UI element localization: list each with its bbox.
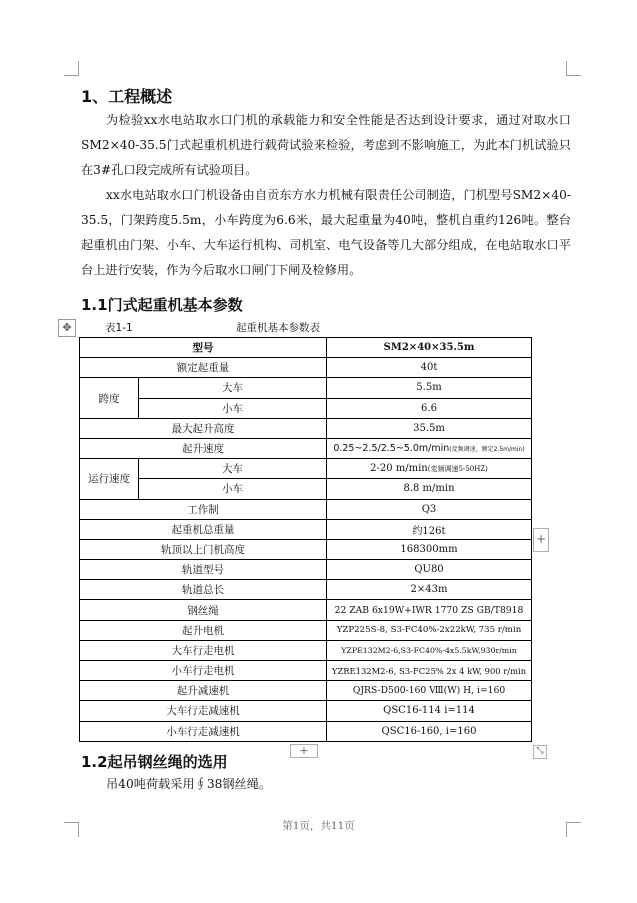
row-label: 轨道型号 bbox=[80, 560, 327, 580]
subsection-heading-1-2: 1.2起吊钢丝绳的选用 bbox=[81, 753, 228, 771]
row-value: 40t bbox=[327, 358, 532, 378]
row-label: 小车行走减速机 bbox=[80, 721, 327, 741]
table-row bbox=[80, 640, 532, 660]
row-value: 约126t bbox=[327, 519, 532, 539]
table-caption-number: 表1-1 bbox=[105, 322, 133, 334]
table-row bbox=[80, 681, 532, 701]
row-value: YZP225S-8, S3-FC40%-2x22kW, 735 r/min bbox=[327, 620, 532, 640]
row-label: 钢丝绳 bbox=[80, 600, 327, 620]
table-caption-title: 起重机基本参数表 bbox=[236, 322, 320, 334]
table-row bbox=[80, 519, 532, 539]
paragraph-2: xx水电站取水口门机设备由自贡东方水力机械有限责任公司制造，门机型号SM2×40-35.5，门架跨度5.5m，小车跨度为6.6米，最大起重量为40吨，整机自重约126吨。整台起重机由门架、小车、大车运行机构、司机室、电气设备等几大部分组成，在电站取水口平台上进行安装，作为今后取水口闸门下闸及检修用。 bbox=[81, 188, 571, 277]
table-row bbox=[80, 600, 532, 620]
row-label: 轨道总长 bbox=[80, 580, 327, 600]
table-resize-handle-icon[interactable]: ⤡ bbox=[533, 745, 547, 759]
row-value: 35.5m bbox=[327, 418, 532, 438]
table-row bbox=[80, 580, 532, 600]
row-label: 小车行走电机 bbox=[80, 661, 327, 681]
span-big-label: 大车 bbox=[139, 378, 327, 398]
row-value: YZRE132M2-6, S3-FC25% 2x 4 kW, 900 r/min bbox=[327, 661, 532, 681]
table-move-handle-icon[interactable]: ✥ bbox=[58, 319, 76, 337]
section-heading: 1、工程概述 bbox=[81, 87, 173, 106]
paragraph-3: 吊40吨荷载采用∮38钢丝绳。 bbox=[106, 777, 272, 791]
row-value: QJRS-D500-160 Ⅷ(W) H, i=160 bbox=[327, 681, 532, 701]
table-row bbox=[80, 499, 532, 519]
row-value: 168300mm bbox=[327, 539, 532, 559]
table-row bbox=[80, 338, 532, 358]
row-value: QU80 bbox=[327, 560, 532, 580]
row-label: 轨顶以上门机高度 bbox=[80, 539, 327, 559]
page-corner-top-left bbox=[64, 61, 79, 76]
lift-speed-value: 0.25~2.5/2.5~5.0m/min bbox=[333, 443, 450, 455]
table-row bbox=[80, 418, 532, 438]
row-label: 起重机总重量 bbox=[80, 519, 327, 539]
table-row bbox=[80, 701, 532, 721]
row-value: QSC16-160, i=160 bbox=[327, 721, 532, 741]
table-row bbox=[80, 661, 532, 681]
lift-speed-note: (変频调速，额定2.5m/min) bbox=[449, 446, 525, 454]
parameter-table bbox=[79, 337, 532, 742]
span-big-value: 5.5m bbox=[327, 378, 532, 398]
page-corner-top-right bbox=[566, 61, 581, 76]
span-small-value: 6.6 bbox=[327, 398, 532, 418]
paragraph-1: 为检验xx水电站取水口门机的承载能力和安全性能是否达到设计要求，通过对取水口SM2×40-35.5门式起重机机进行载荷试验来检验，考虑到不影响施工，为此本门机试验只在3#孔口段完成所有试验项目。 bbox=[81, 113, 571, 177]
row-label: 大车行走减速机 bbox=[80, 701, 327, 721]
row-value: YZPE132M2-6,S3-FC40%-4x5.5kW,930r/min bbox=[327, 640, 532, 660]
travel-small-label: 小车 bbox=[139, 479, 327, 499]
lift-speed-cell bbox=[327, 438, 532, 458]
row-value: QSC16-114 i=114 bbox=[327, 701, 532, 721]
table-row bbox=[80, 479, 532, 499]
row-label: 起升电机 bbox=[80, 620, 327, 640]
row-label: 起升减速机 bbox=[80, 681, 327, 701]
table-row bbox=[80, 721, 532, 741]
travel-speed-label: 运行速度 bbox=[80, 459, 139, 499]
table-row bbox=[80, 459, 532, 479]
table-row bbox=[80, 358, 532, 378]
add-row-button[interactable]: + bbox=[290, 744, 318, 758]
page-footer: 第1页，共11页 bbox=[282, 820, 355, 832]
row-value: 22 ZAB 6x19W+IWR 1770 ZS GB/T8918 bbox=[327, 600, 532, 620]
travel-big-label: 大车 bbox=[139, 459, 327, 479]
table-row bbox=[80, 539, 532, 559]
row-label: 最大起升高度 bbox=[80, 418, 327, 438]
row-value: 2×43m bbox=[327, 580, 532, 600]
row-value: Q3 bbox=[327, 499, 532, 519]
table-row bbox=[80, 438, 532, 458]
row-label: 工作制 bbox=[80, 499, 327, 519]
table-header-label: 型号 bbox=[80, 338, 327, 358]
add-column-button[interactable]: + bbox=[533, 528, 549, 552]
row-label: 额定起重量 bbox=[80, 358, 327, 378]
travel-small-value: 8.8 m/min bbox=[327, 479, 532, 499]
row-label: 大车行走电机 bbox=[80, 640, 327, 660]
table-row bbox=[80, 620, 532, 640]
table-row bbox=[80, 378, 532, 398]
travel-big-note: (変频调速5-50HZ) bbox=[427, 465, 488, 474]
travel-big-cell bbox=[327, 459, 532, 479]
table-row bbox=[80, 560, 532, 580]
span-small-label: 小车 bbox=[139, 398, 327, 418]
span-label: 跨度 bbox=[80, 378, 139, 418]
table-row bbox=[80, 398, 532, 418]
table-header-value: SM2×40×35.5m bbox=[327, 338, 532, 358]
row-label: 起升速度 bbox=[80, 438, 327, 458]
travel-big-value: 2-20 m/min bbox=[370, 463, 428, 475]
subsection-heading-1-1: 1.1门式起重机基本参数 bbox=[81, 296, 243, 314]
